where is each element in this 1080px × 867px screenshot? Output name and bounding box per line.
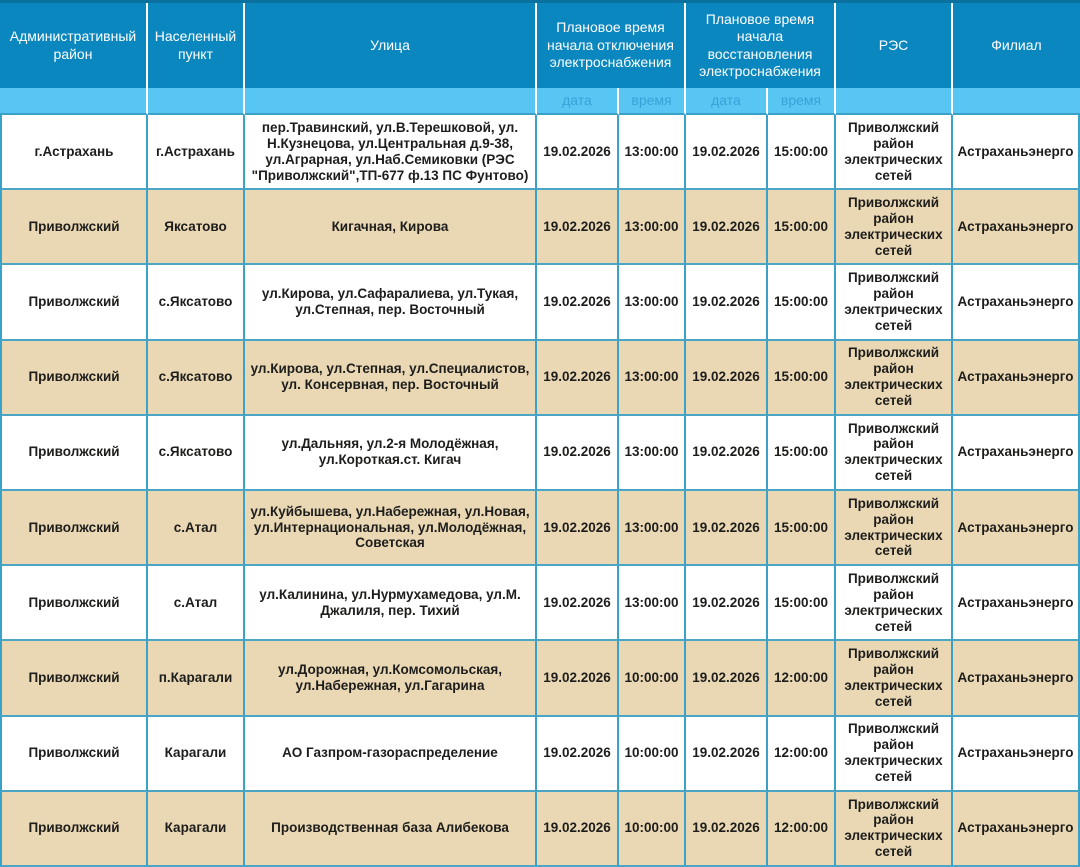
cell-restore-date: 19.02.2026	[686, 641, 768, 716]
cell-restore-date: 19.02.2026	[686, 416, 768, 491]
cell-outage-time: 10:00:00	[619, 792, 686, 867]
cell-restore-date: 19.02.2026	[686, 792, 768, 867]
cell-branch: Астраханьэнерго	[953, 641, 1080, 716]
cell-res: Приволжский район электрических сетей	[836, 566, 953, 641]
cell-branch: Астраханьэнерго	[953, 566, 1080, 641]
cell-restore-date: 19.02.2026	[686, 491, 768, 566]
table-row	[0, 416, 1080, 491]
cell-branch: Астраханьэнерго	[953, 115, 1080, 190]
cell-street: ул.Калинина, ул.Нурмухамедова, ул.М. Джалиля, пер. Тихий	[245, 566, 537, 641]
cell-res: Приволжский район электрических сетей	[836, 641, 953, 716]
subheader-branch-empty	[953, 88, 1080, 115]
cell-street: пер.Травинский, ул.В.Терешковой, ул. Н.Кузнецова, ул.Центральная д.9-38, ул.Аграрная, ул.Наб.Семиковки (РЭС "Приволжский",ТП-677 ф.13 ПС Фунтово)	[245, 115, 537, 190]
cell-outage-time: 13:00:00	[619, 265, 686, 340]
table-row	[0, 491, 1080, 566]
cell-district: Приволжский	[0, 265, 148, 340]
cell-branch: Астраханьэнерго	[953, 416, 1080, 491]
header-restore-time: Плановое время начала восстановления электроснабжения	[686, 3, 836, 88]
cell-settlement: с.Яксатово	[148, 416, 245, 491]
cell-res: Приволжский район электрических сетей	[836, 341, 953, 416]
header-branch: Филиал	[953, 3, 1080, 88]
cell-district: Приволжский	[0, 491, 148, 566]
subheader-outage-time: время	[619, 88, 686, 115]
cell-outage-date: 19.02.2026	[537, 416, 619, 491]
cell-outage-date: 19.02.2026	[537, 190, 619, 265]
cell-restore-time: 15:00:00	[768, 491, 836, 566]
cell-res: Приволжский район электрических сетей	[836, 792, 953, 867]
cell-settlement: Яксатово	[148, 190, 245, 265]
cell-street: ул.Дальняя, ул.2-я Молодёжная, ул.Короткая.ст. Кигач	[245, 416, 537, 491]
cell-street: ул.Куйбышева, ул.Набережная, ул.Новая, ул.Интернациональная, ул.Молодёжная, Советская	[245, 491, 537, 566]
subheader-res-empty	[836, 88, 953, 115]
subheader-outage-date: дата	[537, 88, 619, 115]
cell-settlement: г.Астрахань	[148, 115, 245, 190]
cell-restore-date: 19.02.2026	[686, 190, 768, 265]
cell-outage-date: 19.02.2026	[537, 792, 619, 867]
cell-restore-time: 12:00:00	[768, 792, 836, 867]
cell-restore-time: 12:00:00	[768, 641, 836, 716]
cell-outage-time: 13:00:00	[619, 491, 686, 566]
header-res: РЭС	[836, 3, 953, 88]
table-body	[0, 115, 1080, 867]
cell-res: Приволжский район электрических сетей	[836, 265, 953, 340]
cell-outage-time: 13:00:00	[619, 190, 686, 265]
cell-restore-time: 15:00:00	[768, 566, 836, 641]
header-district: Административный район	[0, 3, 148, 88]
cell-district: Приволжский	[0, 341, 148, 416]
subheader-settlement-empty	[148, 88, 245, 115]
cell-restore-time: 15:00:00	[768, 190, 836, 265]
cell-restore-time: 15:00:00	[768, 416, 836, 491]
cell-outage-time: 10:00:00	[619, 641, 686, 716]
cell-branch: Астраханьэнерго	[953, 341, 1080, 416]
cell-outage-date: 19.02.2026	[537, 641, 619, 716]
cell-branch: Астраханьэнерго	[953, 265, 1080, 340]
table-header	[0, 3, 1080, 115]
cell-district: Приволжский	[0, 416, 148, 491]
table-row	[0, 190, 1080, 265]
cell-restore-time: 15:00:00	[768, 115, 836, 190]
cell-district: Приволжский	[0, 190, 148, 265]
cell-settlement: Карагали	[148, 792, 245, 867]
cell-settlement: п.Карагали	[148, 641, 245, 716]
cell-outage-date: 19.02.2026	[537, 265, 619, 340]
cell-settlement: с.Яксатово	[148, 341, 245, 416]
table-row	[0, 566, 1080, 641]
cell-restore-date: 19.02.2026	[686, 566, 768, 641]
cell-outage-time: 10:00:00	[619, 717, 686, 792]
cell-settlement: с.Атал	[148, 566, 245, 641]
cell-branch: Астраханьэнерго	[953, 717, 1080, 792]
cell-restore-time: 12:00:00	[768, 717, 836, 792]
subheader-row	[0, 88, 1080, 115]
cell-district: Приволжский	[0, 641, 148, 716]
cell-restore-time: 15:00:00	[768, 341, 836, 416]
subheader-restore-time: время	[768, 88, 836, 115]
cell-outage-time: 13:00:00	[619, 416, 686, 491]
subheader-street-empty	[245, 88, 537, 115]
cell-restore-time: 15:00:00	[768, 265, 836, 340]
cell-restore-date: 19.02.2026	[686, 717, 768, 792]
cell-res: Приволжский район электрических сетей	[836, 491, 953, 566]
cell-street: Производственная база Алибекова	[245, 792, 537, 867]
cell-outage-date: 19.02.2026	[537, 491, 619, 566]
table-row	[0, 641, 1080, 716]
cell-settlement: с.Яксатово	[148, 265, 245, 340]
cell-outage-time: 13:00:00	[619, 115, 686, 190]
cell-street: Кигачная, Кирова	[245, 190, 537, 265]
table-row	[0, 115, 1080, 190]
cell-restore-date: 19.02.2026	[686, 341, 768, 416]
cell-res: Приволжский район электрических сетей	[836, 416, 953, 491]
cell-branch: Астраханьэнерго	[953, 792, 1080, 867]
cell-outage-date: 19.02.2026	[537, 341, 619, 416]
cell-outage-date: 19.02.2026	[537, 115, 619, 190]
table-row	[0, 792, 1080, 867]
cell-street: АО Газпром-газораспределение	[245, 717, 537, 792]
cell-restore-date: 19.02.2026	[686, 265, 768, 340]
cell-branch: Астраханьэнерго	[953, 190, 1080, 265]
cell-street: ул.Кирова, ул.Степная, ул.Специалистов, ул. Консервная, пер. Восточный	[245, 341, 537, 416]
table-row	[0, 717, 1080, 792]
cell-res: Приволжский район электрических сетей	[836, 717, 953, 792]
cell-res: Приволжский район электрических сетей	[836, 190, 953, 265]
cell-district: Приволжский	[0, 566, 148, 641]
cell-restore-date: 19.02.2026	[686, 115, 768, 190]
cell-street: ул.Кирова, ул.Сафаралиева, ул.Тукая, ул.Степная, пер. Восточный	[245, 265, 537, 340]
cell-outage-time: 13:00:00	[619, 566, 686, 641]
cell-district: Приволжский	[0, 717, 148, 792]
cell-district: г.Астрахань	[0, 115, 148, 190]
cell-settlement: Карагали	[148, 717, 245, 792]
header-street: Улица	[245, 3, 537, 88]
table-row	[0, 341, 1080, 416]
subheader-district-empty	[0, 88, 148, 115]
header-row	[0, 3, 1080, 88]
cell-outage-date: 19.02.2026	[537, 566, 619, 641]
subheader-restore-date: дата	[686, 88, 768, 115]
header-settlement: Населенный пункт	[148, 3, 245, 88]
cell-outage-date: 19.02.2026	[537, 717, 619, 792]
cell-outage-time: 13:00:00	[619, 341, 686, 416]
header-outage-time: Плановое время начала отключения электроснабжения	[537, 3, 686, 88]
table-row	[0, 265, 1080, 340]
cell-res: Приволжский район электрических сетей	[836, 115, 953, 190]
cell-branch: Астраханьэнерго	[953, 491, 1080, 566]
cell-district: Приволжский	[0, 792, 148, 867]
cell-street: ул.Дорожная, ул.Комсомольская, ул.Набережная, ул.Гагарина	[245, 641, 537, 716]
cell-settlement: с.Атал	[148, 491, 245, 566]
